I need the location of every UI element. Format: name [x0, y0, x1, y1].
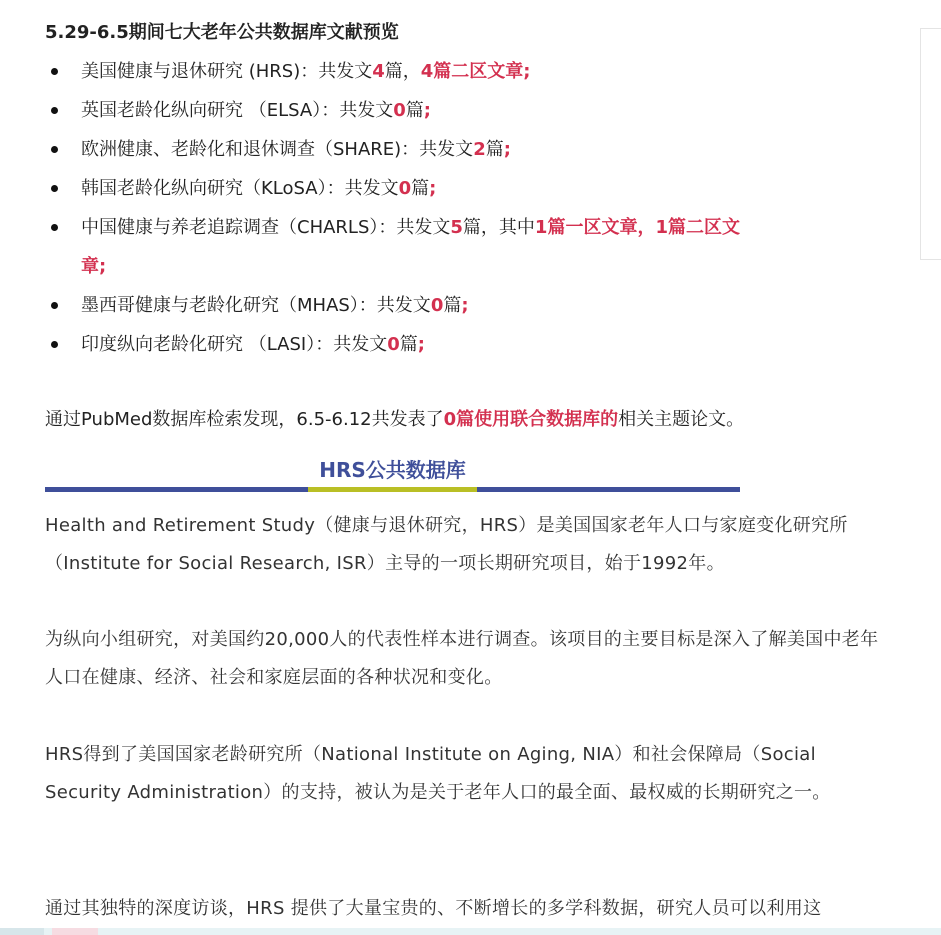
- item-count: 4: [372, 61, 385, 82]
- item-count: 5: [450, 217, 463, 238]
- side-panel[interactable]: [920, 28, 941, 260]
- item-count: 0: [430, 295, 444, 316]
- item-unit: 篇，: [384, 61, 421, 82]
- section-title: HRS公共数据库: [319, 458, 466, 482]
- list-item-klosa: [45, 169, 885, 208]
- item-note: ;: [429, 178, 437, 199]
- article-heading: 5.29-6.5期间七大老年公共数据库文献预览: [45, 22, 399, 43]
- summary-text: 通过PubMed数据库检索发现，6.5-6.12共发表了: [45, 409, 444, 430]
- section-divider-accent: [308, 487, 477, 492]
- item-unit: 篇: [405, 100, 424, 121]
- item-count: 2: [473, 139, 486, 160]
- item-unit: 篇，其中: [462, 217, 535, 238]
- bottom-tab-1[interactable]: [0, 928, 44, 935]
- list-item-charls: [45, 208, 885, 286]
- item-note: ;: [461, 295, 469, 316]
- list-item-mhas: [45, 286, 885, 325]
- item-text: 韩国老龄化纵向研究（KLoSA）：共发文: [81, 178, 399, 199]
- item-text: 美国健康与退休研究 (HRS)：共发文: [81, 61, 373, 82]
- item-unit: 篇: [411, 178, 430, 199]
- item-unit: 篇: [443, 295, 462, 316]
- summary-highlight: 0篇使用联合数据库的: [443, 409, 619, 430]
- item-note: ;: [503, 139, 511, 160]
- search-summary: [45, 400, 905, 439]
- list-item-hrs: [45, 52, 885, 91]
- bottom-tab-2[interactable]: [52, 928, 98, 935]
- section-divider: [45, 487, 740, 492]
- paragraph-data: 通过其独特的深度访谈，HRS 提供了大量宝贵的、不断增长的多学科数据，研究人员可以利用这: [45, 898, 822, 919]
- item-unit: 篇: [485, 139, 504, 160]
- list-item-elsa: [45, 91, 885, 130]
- item-count: 0: [393, 100, 406, 121]
- item-count: 0: [387, 334, 400, 355]
- item-text: 欧洲健康、老龄化和退休调查（SHARE)：共发文: [81, 139, 474, 160]
- item-note: 4篇二区文章;: [420, 61, 531, 82]
- bottom-toolbar: [0, 928, 941, 935]
- list-item-lasi: [45, 325, 885, 364]
- paragraph-support: HRS得到了美国国家老龄研究所（National Institute on Aging, NIA）和社会保障局（Social Security Administration）的支持，被认为是关于老年人口的最全面、最权威的长期研究之一。: [45, 744, 831, 803]
- item-unit: 篇: [399, 334, 418, 355]
- list-item-share: [45, 130, 885, 169]
- item-note: ;: [423, 100, 431, 121]
- item-note: ;: [417, 334, 425, 355]
- item-count: 0: [398, 178, 412, 199]
- paragraph-intro: Health and Retirement Study（健康与退休研究，HRS）是美国国家老年人口与家庭变化研究所（Institute for Social Research, ISR）主导的一项长期研究项目，始于1992年。: [45, 515, 848, 574]
- database-list: [45, 52, 885, 364]
- item-text: 中国健康与养老追踪调查（CHARLS）：共发文: [81, 217, 451, 238]
- item-text: 墨西哥健康与老龄化研究（MHAS）：共发文: [81, 295, 431, 316]
- item-note: 1篇一区文章，1篇二区文章;: [81, 217, 740, 277]
- item-text: 印度纵向老龄化研究 （LASI）：共发文: [81, 334, 388, 355]
- paragraph-sample: 为纵向小组研究，对美国约20,000人的代表性样本进行调查。该项目的主要目标是深入了解美国中老年人口在健康、经济、社会和家庭层面的各种状况和变化。: [45, 629, 879, 688]
- item-text: 英国老龄化纵向研究 （ELSA）：共发文: [81, 100, 394, 121]
- summary-tail: 相关主题论文。: [618, 409, 745, 430]
